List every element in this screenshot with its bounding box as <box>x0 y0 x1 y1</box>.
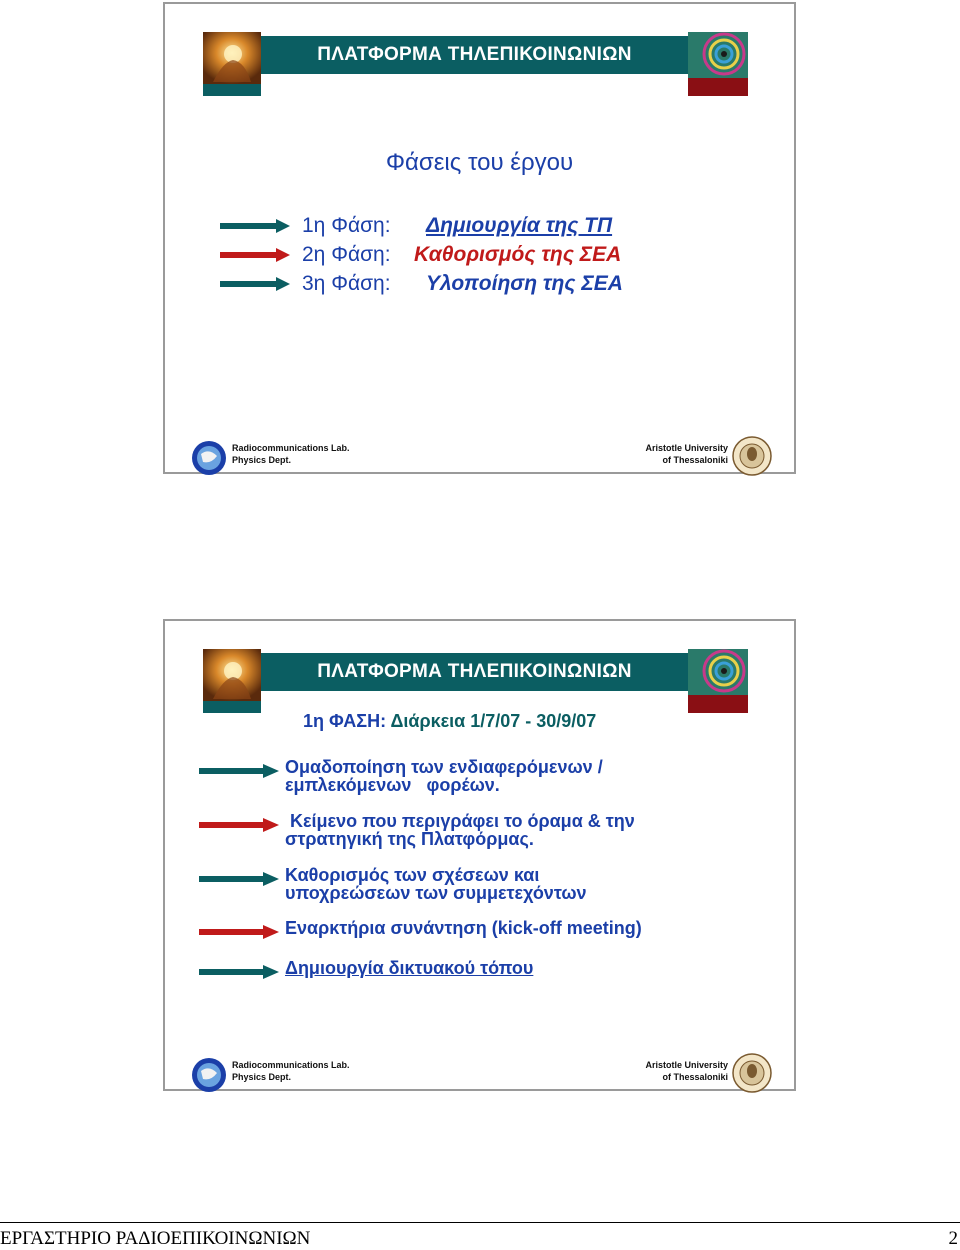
arrow-right-icon <box>220 219 290 233</box>
phase-description: Δημιουργία της ΤΠ <box>426 214 613 237</box>
university-name: Aristotle University <box>645 443 728 453</box>
regional-pole-logo-image <box>688 32 748 96</box>
bullet-text: Καθορισμός των σχέσεων και υποχρεώσεων των συμμετεχόντων <box>285 865 587 903</box>
regional-pole-logo-image <box>688 649 748 713</box>
phase-description: Καθορισμός της ΣΕΑ <box>414 243 622 266</box>
platform-logo-image <box>203 32 261 96</box>
slide-title: Φάσεις του έργου <box>385 149 574 176</box>
slide-banner: ΠΛΑΤΦΟΡΜΑ ΤΗΛΕΠΙΚΟΙΝΩΝΙΩΝ <box>261 36 688 74</box>
slide-footer <box>165 1051 794 1091</box>
slide-2 <box>163 619 796 1091</box>
dept-name: Physics Dept. <box>232 1072 292 1082</box>
university-city: of Thessaloniki <box>662 1072 728 1082</box>
slide-banner: ΠΛΑΤΦΟΡΜΑ ΤΗΛΕΠΙΚΟΙΝΩΝΙΩΝ <box>261 653 688 691</box>
phase-label: 2η Φάση: <box>302 243 391 266</box>
page-number: 2 <box>948 1228 958 1249</box>
platform-logo-image <box>203 649 261 713</box>
lab-name: Radiocommunications Lab. <box>232 1060 350 1070</box>
slide-subtitle <box>303 711 596 732</box>
phase-heading: 1η ΦΑΣΗ: <box>303 711 387 731</box>
arrow-right-icon <box>199 872 279 886</box>
university-seal-icon <box>732 1053 772 1093</box>
arrow-right-icon <box>220 277 290 291</box>
bullet-text: Εναρκτήρια συνάντηση (kick-off meeting) <box>285 918 642 938</box>
globe-logo-icon <box>191 1057 227 1093</box>
university-seal-icon <box>732 436 772 476</box>
phase-label: 3η Φάση: <box>302 272 391 295</box>
slide-1 <box>163 2 796 474</box>
slide-footer <box>165 434 794 474</box>
arrow-right-icon <box>199 764 279 778</box>
bullet-text: Κείμενο που περιγράφει το όραμα & την στρατηγική της Πλατφόρμας. <box>285 811 635 849</box>
lab-name: Radiocommunications Lab. <box>232 443 350 453</box>
page-footer-rule <box>0 1222 960 1223</box>
bullet-text: Δημιουργία δικτυακού τόπου <box>285 958 534 978</box>
arrow-right-icon <box>199 818 279 832</box>
arrow-right-icon <box>199 925 279 939</box>
bullet-text: Ομαδοποίηση των ενδιαφερόμενων / εμπλεκόμενων φορέων. <box>285 757 603 795</box>
globe-logo-icon <box>191 440 227 476</box>
arrow-right-icon <box>199 965 279 979</box>
arrow-right-icon <box>220 248 290 262</box>
dept-name: Physics Dept. <box>232 455 292 465</box>
phase-label: 1η Φάση: <box>302 214 391 237</box>
page-footer-text: ΕΡΓΑΣΤΗΡΙΟ ΡΑΔΙΟΕΠΙΚΟΙΝΩΝΙΩΝ <box>0 1228 311 1249</box>
phase-duration: Διάρκεια 1/7/07 - 30/9/07 <box>390 711 597 731</box>
university-city: of Thessaloniki <box>662 455 728 465</box>
university-name: Aristotle University <box>645 1060 728 1070</box>
phase-description: Υλοποίηση της ΣΕΑ <box>426 272 623 295</box>
